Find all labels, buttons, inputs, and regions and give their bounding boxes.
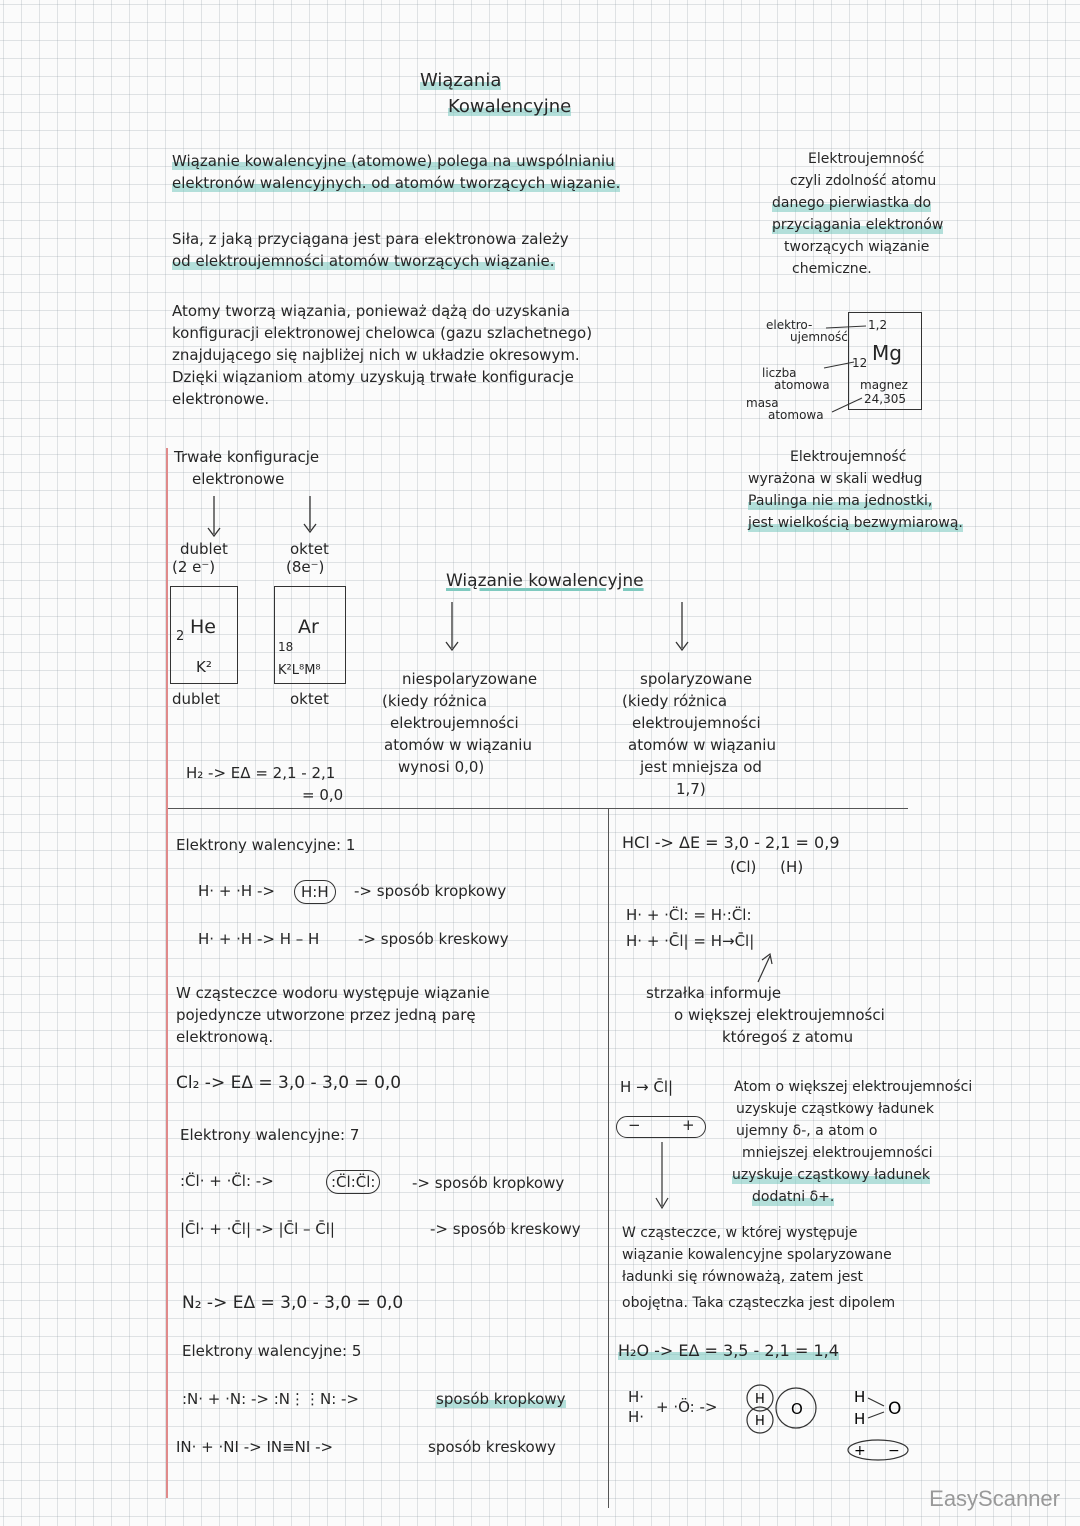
title-line-1: Wiązania xyxy=(420,70,502,91)
h2-dot-product: H:H xyxy=(294,880,336,904)
mg-pointer-arrows xyxy=(820,318,880,428)
hcl-dipole-line1: W cząsteczce, w której występuje xyxy=(622,1225,858,1241)
intro-p3-line2: konfiguracji elektronowej chelowca (gazu szlachetnego) xyxy=(172,324,593,342)
cl2-line-equation: |C̄l· + ·C̄l| -> |C̄l – C̄l| xyxy=(180,1220,335,1238)
mg-mass: 24,305 xyxy=(864,392,906,406)
pauling-line2: wyrażona w skali według xyxy=(748,471,923,487)
watermark: EasyScanner xyxy=(929,1486,1060,1511)
he-symbol: He xyxy=(190,616,216,638)
hcl-down-arrow xyxy=(652,1140,672,1214)
hcl-charge-line6: dodatni δ+. xyxy=(752,1186,834,1208)
h2-note-line1: W cząsteczce wodoru występuje wiązanie xyxy=(176,984,490,1002)
duplet-label: dublet xyxy=(180,540,228,558)
octet-label: oktet xyxy=(290,540,329,558)
polar-line2: (kiedy różnica xyxy=(622,692,728,710)
h2o-dot-equation: + ·Ö: -> xyxy=(656,1398,718,1416)
stable-heading-line2: elektronowe xyxy=(192,470,285,488)
hcl-dipole-line4: obojętna. Taka cząsteczka jest dipolem xyxy=(622,1295,896,1311)
hcl-dot-equation: H· + ·C̈l: = H·:C̈l: xyxy=(626,906,752,924)
he-caption: dublet xyxy=(172,690,220,708)
ar-z: 18 xyxy=(278,640,294,654)
h2o-right-o: O xyxy=(888,1399,902,1419)
h2-delta-line2: = 0,0 xyxy=(302,786,344,804)
section-divider xyxy=(168,808,908,809)
h2o-delta: H₂O -> EΔ = 3,5 - 2,1 = 1,4 xyxy=(618,1341,839,1360)
hcl-dipole-minus: − xyxy=(628,1116,641,1134)
h2o-h1: H· xyxy=(628,1388,645,1406)
h2o-right-plus: + xyxy=(854,1443,866,1459)
h2-valence: Elektrony walencyjne: 1 xyxy=(176,836,356,854)
h2o-dipole-drawing xyxy=(840,1384,920,1474)
n2-line-label: sposób kreskowy xyxy=(428,1438,556,1456)
cl2-valence: Elektrony walencyjne: 7 xyxy=(180,1126,360,1144)
mg-label-en-2: ujemność xyxy=(790,330,848,344)
intro-p2-line1: Siła, z jaką przyciągana jest para elektronowa zależy xyxy=(172,230,569,248)
intro-p1-line1: Wiązanie kowalencyjne (atomowe) polega na uwspólnianiu xyxy=(172,152,615,170)
nonpolar-line2: (kiedy różnica xyxy=(382,692,488,710)
hcl-arrow-note-line1: strzałka informuje xyxy=(646,984,782,1002)
h2-note-line3: elektronową. xyxy=(176,1028,274,1046)
hcl-charge-line5: uzyskuje cząstkowy ładunek xyxy=(732,1164,930,1186)
stable-arrows xyxy=(200,494,330,540)
octet-electrons: (8e⁻) xyxy=(286,558,325,576)
ar-symbol: Ar xyxy=(298,616,319,638)
hcl-charge-line1: Atom o większej elektroujemności xyxy=(734,1079,973,1095)
h2o-h2: H· xyxy=(628,1408,645,1426)
side-note-line5: tworzących wiązanie xyxy=(784,239,930,255)
side-note-line1: Elektroujemność xyxy=(808,151,925,167)
nonpolar-line1: niespolaryzowane xyxy=(402,670,538,688)
intro-p1-line2: elektronów walencyjnych. od atomów tworzących wiązanie. xyxy=(172,174,621,192)
side-note-line3: danego pierwiastka do xyxy=(772,192,931,214)
h2-dot-label: -> sposób kropkowy xyxy=(354,882,507,900)
hcl-dipole-plus: + xyxy=(682,1116,695,1134)
h2-line-equation: H· + ·H -> H – H xyxy=(198,930,320,948)
h2-note-line2: pojedyncze utworzone przez jedną parę xyxy=(176,1006,476,1024)
hcl-pointer-arrow xyxy=(752,950,782,986)
n2-delta: N₂ -> EΔ = 3,0 - 3,0 = 0,0 xyxy=(182,1293,404,1313)
covalent-heading: Wiązanie kowalencyjne xyxy=(446,571,644,591)
pauling-line4: jest wielkością bezwymiarową. xyxy=(748,512,963,534)
polar-line1: spolaryzowane xyxy=(640,670,753,688)
stable-heading-line1: Trwałe konfiguracje xyxy=(174,448,320,466)
side-note-line4: przyciągania elektronów xyxy=(772,214,943,236)
hcl-charge-line4: mniejszej elektroujemności xyxy=(742,1145,933,1161)
nonpolar-line4: atomów w wiązaniu xyxy=(384,736,532,754)
mg-en-value: 1,2 xyxy=(868,318,888,332)
n2-line-equation: IN· + ·NI -> IN≡NI -> xyxy=(176,1438,334,1456)
intro-p3-line1: Atomy tworzą wiązania, ponieważ dążą do uzyskania xyxy=(172,302,571,320)
h2o-product-h1: H xyxy=(755,1392,765,1407)
cl2-dot-equation: :C̈l· + ·C̈l: -> xyxy=(180,1172,274,1190)
covalent-arrows xyxy=(440,596,700,656)
h2o-right-h2: H xyxy=(854,1410,866,1428)
column-divider xyxy=(608,808,609,1508)
intro-p3-line4: Dzięki wiązaniom atomy uzyskują trwałe konfiguracje xyxy=(172,368,574,386)
n2-dot-label: sposób kropkowy xyxy=(436,1390,566,1408)
h2-delta-line1: H₂ -> EΔ = 2,1 - 2,1 xyxy=(186,764,336,782)
intro-p3-line3: znajdującego się najbliżej nich w układzie okresowym. xyxy=(172,346,580,364)
intro-p2-line2: od elektroujemności atomów tworzących wiązanie. xyxy=(172,252,555,270)
n2-dot-equation: :N· + ·N: -> :N⋮⋮N: -> xyxy=(182,1390,360,1408)
cl2-delta: Cl₂ -> EΔ = 3,0 - 3,0 = 0,0 xyxy=(176,1073,402,1093)
intro-p3-line5: elektronowe. xyxy=(172,390,270,408)
cl2-line-label: -> sposób kreskowy xyxy=(430,1220,581,1238)
h2o-product-h2: H xyxy=(755,1414,765,1429)
ar-config: K²L⁸M⁸ xyxy=(278,663,321,678)
hcl-delta-line2: (Cl) (H) xyxy=(730,858,804,876)
ar-caption: oktet xyxy=(290,690,329,708)
hcl-arrow-note-line3: któregoś z atomu xyxy=(722,1028,854,1046)
mg-z-value: 12 xyxy=(852,356,868,370)
pauling-line3: Paulinga nie ma jednostki, xyxy=(748,490,932,512)
cl2-dot-product: :C̈l:C̈l: xyxy=(326,1170,380,1194)
mg-symbol: Mg xyxy=(872,341,902,365)
he-config: K² xyxy=(196,658,212,676)
side-note-line2: czyli zdolność atomu xyxy=(790,173,937,189)
h2o-right-minus: − xyxy=(888,1443,900,1459)
hcl-line-equation: H· + ·C̄l| = H→C̄l| xyxy=(626,932,755,950)
cl2-dot-label: -> sposób kropkowy xyxy=(412,1174,565,1192)
duplet-electrons: (2 e⁻) xyxy=(172,558,216,576)
side-note-line6: chemiczne. xyxy=(792,261,872,277)
h2o-product-drawing xyxy=(736,1378,836,1442)
hcl-dipole-line2: wiązanie kowalencyjne spolaryzowane xyxy=(622,1247,892,1263)
hcl-charge-line3: ujemny δ-, a atom o xyxy=(736,1123,878,1139)
hcl-delta-line1: HCl -> ΔE = 3,0 - 2,1 = 0,9 xyxy=(622,833,840,852)
hcl-arrow-note-line2: o większej elektroujemności xyxy=(674,1006,885,1024)
mg-label-mass-1: masa xyxy=(746,396,779,410)
mg-label-z-2: atomowa xyxy=(774,378,830,392)
polar-line6: 1,7) xyxy=(676,780,706,798)
polar-line3: elektroujemności xyxy=(632,714,761,732)
h2o-right-h1: H xyxy=(854,1388,866,1406)
hcl-dipole-formula: H → C̄l| xyxy=(620,1078,674,1096)
notebook-margin-line xyxy=(166,448,168,1498)
h2o-product-o: O xyxy=(791,1400,803,1418)
nonpolar-line5: wynosi 0,0) xyxy=(398,758,485,776)
hcl-charge-line2: uzyskuje cząstkowy ładunek xyxy=(736,1101,934,1117)
he-z: 2 xyxy=(176,629,185,644)
mg-label-en-1: elektro- xyxy=(766,318,813,332)
hcl-dipole-line3: ładunki się równoważą, zatem jest xyxy=(622,1269,864,1285)
pauling-line1: Elektroujemność xyxy=(790,449,907,465)
h2-line-label: -> sposób kreskowy xyxy=(358,930,509,948)
mg-name: magnez xyxy=(860,378,908,392)
h2-dot-equation: H· + ·H -> xyxy=(198,882,275,900)
title-line-2: Kowalencyjne xyxy=(448,96,572,117)
mg-label-mass-2: atomowa xyxy=(768,408,824,422)
polar-line4: atomów w wiązaniu xyxy=(628,736,776,754)
nonpolar-line3: elektroujemności xyxy=(390,714,519,732)
polar-line5: jest mniejsza od xyxy=(640,758,762,776)
mg-label-z-1: liczba xyxy=(762,366,797,380)
n2-valence: Elektrony walencyjne: 5 xyxy=(182,1342,362,1360)
